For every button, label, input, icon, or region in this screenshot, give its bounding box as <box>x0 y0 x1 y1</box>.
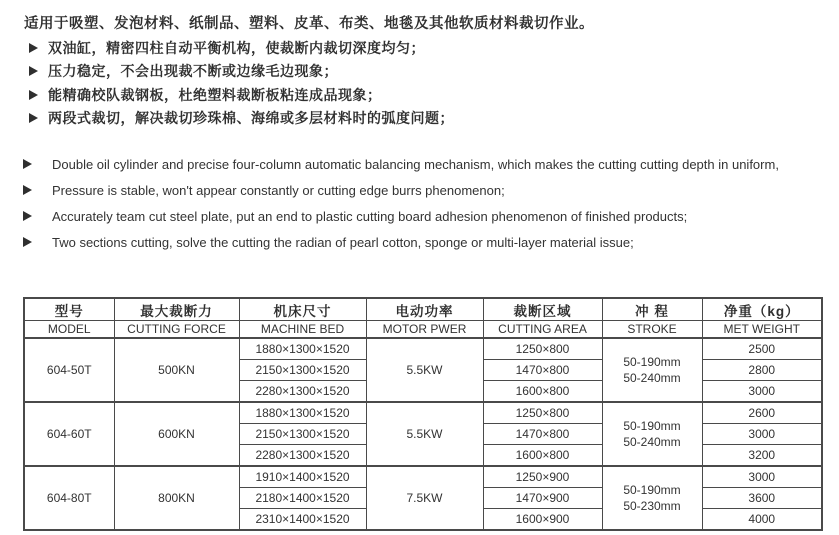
cell-weight: 3600 <box>702 488 822 509</box>
col-header-en-net-weight: MET WEIGHT <box>702 321 822 339</box>
cell-machine-bed: 2150×1300×1520 <box>239 360 366 381</box>
feature-text-cn: 双油缸，精密四柱自动平衡机构，使裁断内裁切深度均匀； <box>48 39 425 56</box>
feature-text-en: Accurately team cut steel plate, put an end to plastic cutting board adhesion phenomenon of finished products; <box>52 208 688 224</box>
cell-cutting-area: 1600×800 <box>483 381 602 403</box>
features-list-cn <box>29 36 454 130</box>
stroke-range-2: 50-230mm <box>623 499 681 513</box>
feature-text-cn: 压力稳定，不会出现裁不断或边缘毛边现象； <box>48 63 338 80</box>
cell-stroke <box>602 402 702 466</box>
table-row <box>24 338 822 360</box>
cell-machine-bed: 2280×1300×1520 <box>239 445 366 467</box>
col-header-cn-stroke: 冲 程 <box>602 298 702 321</box>
cell-model: 604-60T <box>24 402 114 466</box>
table-row <box>24 466 822 488</box>
feature-item-en <box>23 151 779 177</box>
feature-item-en <box>23 229 779 255</box>
feature-item-cn <box>29 107 454 131</box>
table-header-row-en <box>24 321 822 339</box>
col-header-cn-machine-bed: 机床尺寸 <box>239 298 366 321</box>
cell-weight: 2800 <box>702 360 822 381</box>
bullet-triangle-icon <box>29 43 38 53</box>
bullet-triangle-icon <box>29 66 38 76</box>
stroke-range-1: 50-190mm <box>623 483 681 497</box>
feature-text-cn: 两段式裁切，解决裁切珍珠棉、海绵或多层材料时的弧度问题； <box>48 110 454 127</box>
col-header-en-cutting-area: CUTTING AREA <box>483 321 602 339</box>
cell-machine-bed: 1910×1400×1520 <box>239 466 366 488</box>
cell-model: 604-50T <box>24 338 114 402</box>
cell-weight: 3000 <box>702 381 822 403</box>
cell-weight: 3000 <box>702 424 822 445</box>
bullet-triangle-icon <box>23 159 32 169</box>
col-header-cn-net-weight: 净重（kg） <box>702 298 822 321</box>
cell-cutting-force: 800KN <box>114 466 239 530</box>
col-header-en-machine-bed: MACHINE BED <box>239 321 366 339</box>
feature-item-cn <box>29 83 454 107</box>
cell-machine-bed: 2150×1300×1520 <box>239 424 366 445</box>
cell-weight: 2600 <box>702 402 822 424</box>
col-header-en-stroke: STROKE <box>602 321 702 339</box>
cell-stroke <box>602 466 702 530</box>
cell-cutting-area: 1250×800 <box>483 338 602 360</box>
cell-weight: 3000 <box>702 466 822 488</box>
spec-table <box>23 297 823 531</box>
bullet-triangle-icon <box>29 90 38 100</box>
table-header-row-cn <box>24 298 822 321</box>
cell-cutting-area: 1470×800 <box>483 424 602 445</box>
cell-weight: 4000 <box>702 509 822 531</box>
cell-cutting-force: 500KN <box>114 338 239 402</box>
cell-machine-bed: 1880×1300×1520 <box>239 402 366 424</box>
stroke-range-2: 50-240mm <box>623 371 681 385</box>
feature-text-cn: 能精确校队裁钢板，杜绝塑料裁断板粘连成品现象； <box>48 86 382 103</box>
cell-machine-bed: 2310×1400×1520 <box>239 509 366 531</box>
stroke-range-2: 50-240mm <box>623 435 681 449</box>
stroke-range-1: 50-190mm <box>623 355 681 369</box>
col-header-cn-cutting-area: 裁断区域 <box>483 298 602 321</box>
feature-item-en <box>23 203 779 229</box>
feature-item-en <box>23 177 779 203</box>
cell-motor-power: 5.5KW <box>366 402 483 466</box>
col-header-cn-motor-power: 电动功率 <box>366 298 483 321</box>
intro-text-cn: 适用于吸塑、发泡材料、纸制品、塑料、皮革、布类、地毯及其他软质材料裁切作业。 <box>24 16 594 32</box>
bullet-triangle-icon <box>23 237 32 247</box>
bullet-triangle-icon <box>23 211 32 221</box>
cell-weight: 2500 <box>702 338 822 360</box>
bullet-triangle-icon <box>23 185 32 195</box>
cell-stroke <box>602 338 702 402</box>
table-row <box>24 402 822 424</box>
col-header-cn-model: 型号 <box>24 298 114 321</box>
cell-weight: 3200 <box>702 445 822 467</box>
cell-cutting-area: 1250×900 <box>483 466 602 488</box>
cell-motor-power: 5.5KW <box>366 338 483 402</box>
cell-cutting-area: 1600×800 <box>483 445 602 467</box>
cell-motor-power: 7.5KW <box>366 466 483 530</box>
col-header-en-cutting-force: CUTTING FORCE <box>114 321 239 339</box>
stroke-range-1: 50-190mm <box>623 419 681 433</box>
feature-text-en: Pressure is stable, won't appear constantly or cutting edge burrs phenomenon; <box>52 182 505 198</box>
cell-machine-bed: 2280×1300×1520 <box>239 381 366 403</box>
feature-text-en: Double oil cylinder and precise four-column automatic balancing mechanism, which makes the cutting cutting depth in uniform, <box>52 156 779 172</box>
cell-cutting-area: 1600×900 <box>483 509 602 531</box>
feature-item-cn <box>29 36 454 60</box>
col-header-cn-cutting-force: 最大裁断力 <box>114 298 239 321</box>
cell-cutting-area: 1470×800 <box>483 360 602 381</box>
col-header-en-motor-power: MOTOR PWER <box>366 321 483 339</box>
feature-item-cn <box>29 60 454 84</box>
cell-cutting-area: 1470×900 <box>483 488 602 509</box>
cell-model: 604-80T <box>24 466 114 530</box>
col-header-en-model: MODEL <box>24 321 114 339</box>
cell-cutting-force: 600KN <box>114 402 239 466</box>
cell-machine-bed: 1880×1300×1520 <box>239 338 366 360</box>
feature-text-en: Two sections cutting, solve the cutting the radian of pearl cotton, sponge or multi-layer material issue; <box>52 234 634 250</box>
features-list-en <box>23 151 779 255</box>
cell-cutting-area: 1250×800 <box>483 402 602 424</box>
cell-machine-bed: 2180×1400×1520 <box>239 488 366 509</box>
bullet-triangle-icon <box>29 113 38 123</box>
